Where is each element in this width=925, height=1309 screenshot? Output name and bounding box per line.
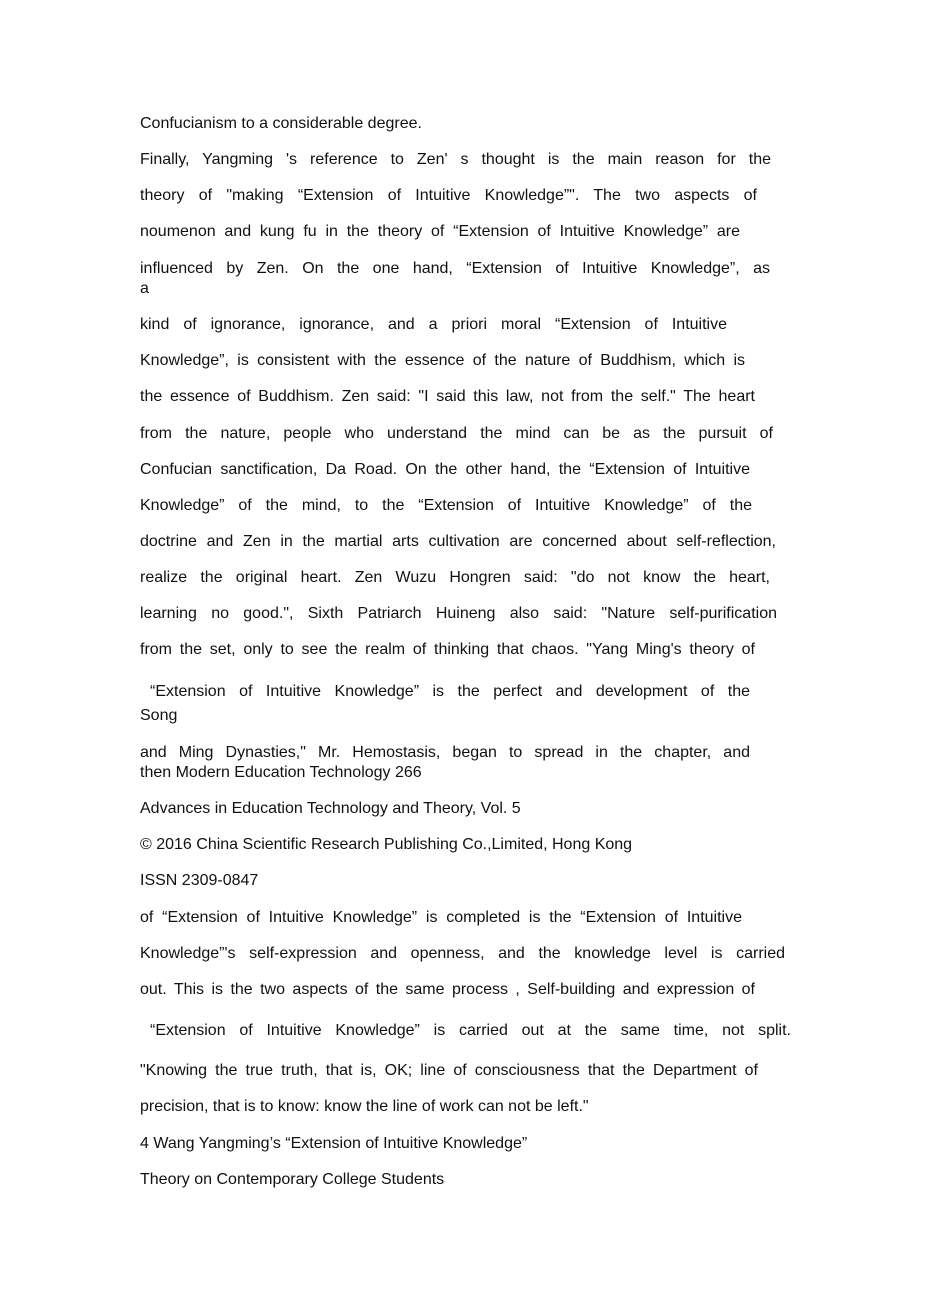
text-line: “Extension of Intuitive Knowledge” is the perfect and development of the <box>150 683 750 700</box>
text-line: Knowledge”, is consistent with the essence of the nature of Buddhism, which is <box>140 352 745 369</box>
text-line: Knowledge”'s self-expression and openness, and the knowledge level is carried <box>140 945 785 962</box>
text-line: Finally, Yangming 's reference to Zen' s thought is the main reason for the <box>140 151 771 168</box>
text-line: “Extension of Intuitive Knowledge” is carried out at the same time, not split. <box>150 1022 791 1039</box>
text-line: "Knowing the true truth, that is, OK; line of consciousness that the Department of <box>140 1062 758 1079</box>
text-line: Knowledge” of the mind, to the “Extension of Intuitive Knowledge” of the <box>140 497 752 514</box>
text-line: Confucianism to a considerable degree. <box>140 115 422 132</box>
text-line: a <box>140 280 149 297</box>
issn-line: ISSN 2309-0847 <box>140 872 259 889</box>
text-line: realize the original heart. Zen Wuzu Hongren said: "do not know the heart, <box>140 569 770 586</box>
text-line: of “Extension of Intuitive Knowledge” is completed is the “Extension of Intuitive <box>140 909 742 926</box>
text-line: noumenon and kung fu in the theory of “Extension of Intuitive Knowledge” are <box>140 223 740 240</box>
text-line: the essence of Buddhism. Zen said: "I said this law, not from the self." The heart <box>140 388 755 405</box>
text-line: precision, that is to know: know the line of work can not be left." <box>140 1098 589 1115</box>
text-line: out. This is the two aspects of the same process , Self-building and expression of <box>140 981 755 998</box>
text-line: from the nature, people who understand the mind can be as the pursuit of <box>140 425 773 442</box>
copyright-line: © 2016 China Scientific Research Publishing Co.,Limited, Hong Kong <box>140 836 633 853</box>
journal-title: Advances in Education Technology and Theory, Vol. 5 <box>140 800 521 817</box>
section-heading: 4 Wang Yangming’s “Extension of Intuitive Knowledge” <box>140 1135 528 1152</box>
section-heading-continued: Theory on Contemporary College Students <box>140 1171 445 1188</box>
text-line: from the set, only to see the realm of thinking that chaos. "Yang Ming's theory of <box>140 641 755 658</box>
text-line: learning no good.", Sixth Patriarch Huineng also said: "Nature self-purification <box>140 605 777 622</box>
text-line: kind of ignorance, ignorance, and a priori moral “Extension of Intuitive <box>140 316 727 333</box>
text-line: doctrine and Zen in the martial arts cultivation are concerned about self-reflection, <box>140 533 776 550</box>
text-line: Song <box>140 707 178 724</box>
text-line: Confucian sanctification, Da Road. On the other hand, the “Extension of Intuitive <box>140 461 750 478</box>
text-line: influenced by Zen. On the one hand, “Extension of Intuitive Knowledge”, as <box>140 260 770 277</box>
text-line: then Modern Education Technology 266 <box>140 764 422 781</box>
text-line: theory of "making “Extension of Intuitive Knowledge”". The two aspects of <box>140 187 757 204</box>
text-line: and Ming Dynasties," Mr. Hemostasis, began to spread in the chapter, and <box>140 744 750 761</box>
